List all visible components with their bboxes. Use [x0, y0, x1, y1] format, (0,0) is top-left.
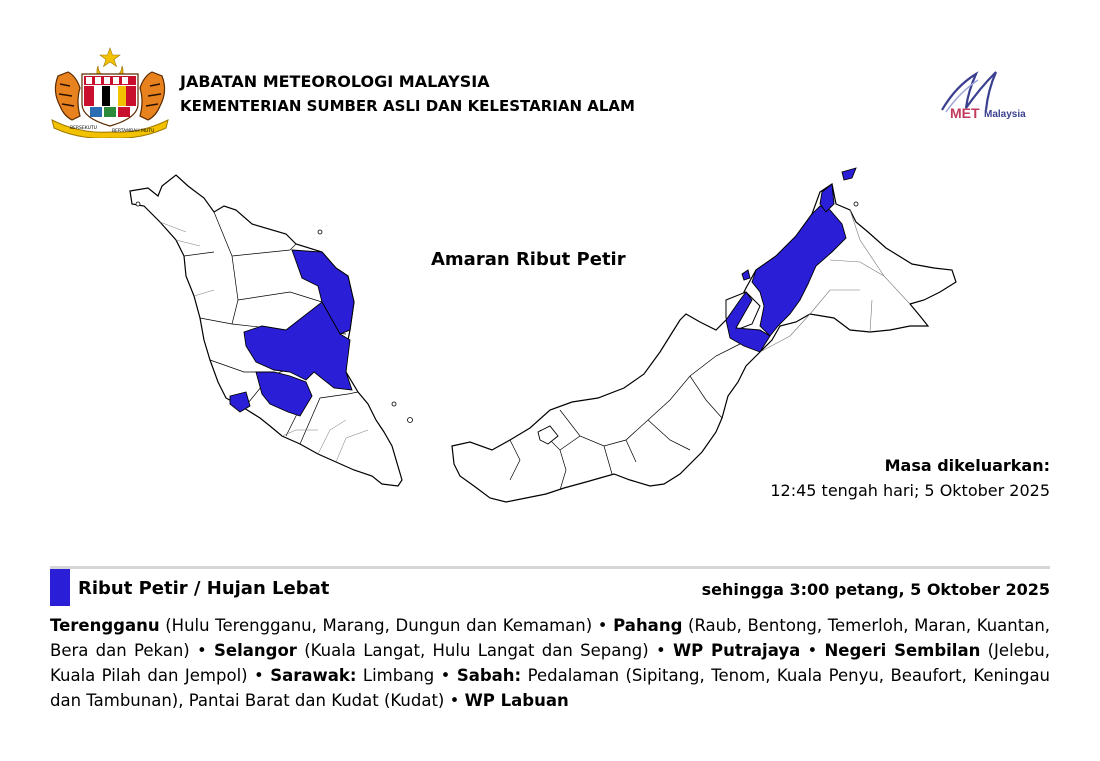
crest-motto-right: BERTAMBAH MUTU — [112, 129, 155, 134]
area-state: Sarawak: — [270, 666, 357, 685]
ministry-name: KEMENTERIAN SUMBER ASLI DAN KELESTARIAN ALAM — [180, 97, 635, 115]
area-state: Sabah: — [456, 666, 522, 685]
met-malaysia-logo — [932, 66, 1050, 122]
area-state: WP Putrajaya — [672, 641, 801, 660]
area-districts: Limbang — [362, 666, 435, 685]
area-districts: (Jelebu, Kuala Pilah dan Jempol) — [50, 641, 1050, 685]
legend-swatch — [50, 569, 70, 606]
section-divider — [50, 566, 1050, 569]
organisation-name: JABATAN METEOROLOGI MALAYSIA — [180, 72, 490, 91]
area-state: Pahang — [613, 616, 683, 635]
malaysia-coat-of-arms-logo — [50, 46, 170, 138]
warning-area-labuan — [742, 270, 750, 280]
crest-motto-left: BERSEKUTU — [70, 126, 97, 131]
issued-time-value: 12:45 tengah hari; 5 Oktober 2025 — [770, 481, 1050, 500]
issued-time-label: Masa dikeluarkan: — [884, 456, 1050, 475]
warning-type-label: Ribut Petir / Hujan Lebat — [78, 578, 330, 599]
area-state: Selangor — [214, 641, 297, 660]
map-title: Amaran Ribut Petir — [431, 249, 626, 270]
met-logo-text: MET — [950, 105, 980, 121]
area-districts: (Raub, Bentong, Temerloh, Maran, Kuantan, Bera dan Pekan) — [50, 616, 1051, 660]
area-districts: (Hulu Terengganu, Marang, Dungun dan Kemaman) — [165, 616, 593, 635]
area-districts: (Kuala Langat, Hulu Langat dan Sepang) — [304, 641, 649, 660]
borneo-malaysia-map — [452, 184, 956, 502]
warning-valid-until: sehingga 3:00 petang, 5 Oktober 2025 — [701, 580, 1050, 599]
area-state: Negeri Sembilan — [824, 641, 981, 660]
area-state: Terengganu — [50, 616, 160, 635]
area-state: WP Labuan — [464, 691, 569, 710]
area-districts: Pedalaman (Sipitang, Tenom, Kuala Penyu, Beaufort, Keningau dan Tambunan), Pantai Barat dan Kudat (Kudat) — [50, 666, 1051, 710]
malaysia-logo-text: Malaysia — [984, 109, 1026, 120]
affected-areas-text: Terengganu (Hulu Terengganu, Marang, Dungun dan Kemaman) • Pahang (Raub, Bentong, Temerloh, Maran, Kuantan, Bera dan Pekan) • Selangor (Kuala Langat, Hulu Langat dan Sepang) • WP Putrajaya • Negeri Sembilan (Jelebu, Kuala Pilah dan Jempol) • Sarawak: Limbang • Sabah: Pedalaman (Sipitang, Tenom, Kuala Penyu, Beaufort, Keningau dan Tambunan), Pantai Barat dan Kudat (Kudat) • WP Labuan — [50, 616, 1051, 710]
